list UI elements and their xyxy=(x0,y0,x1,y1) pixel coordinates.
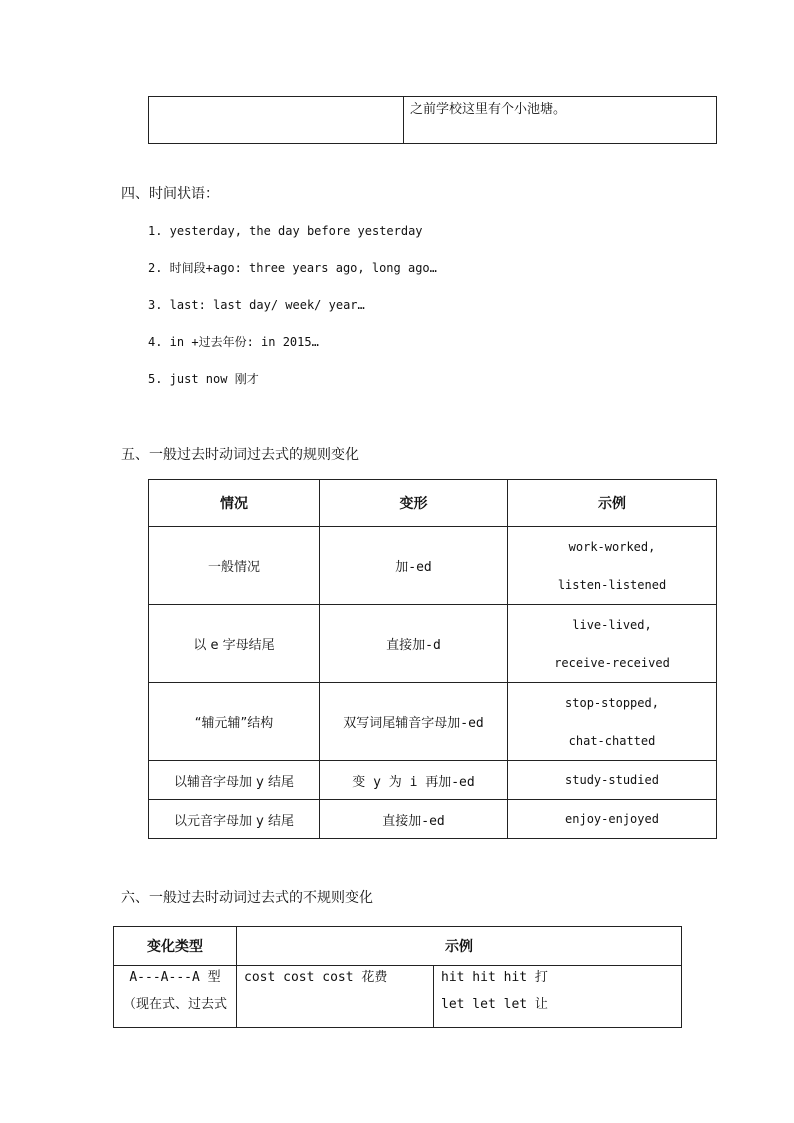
form-cell: 变 y 为 i 再加-ed xyxy=(320,761,508,800)
header-example: 示例 xyxy=(508,480,717,527)
example-line: stop-stopped, xyxy=(565,695,659,710)
table-header-row xyxy=(114,927,682,966)
table-row xyxy=(114,966,682,1028)
section-4-title: 四、时间状语： xyxy=(121,186,219,202)
case-cell: 以元音字母加 y 结尾 xyxy=(149,800,320,839)
top-table-right-text: 之前学校这里有个小池塘。 xyxy=(410,102,567,117)
time-adverbial-item-5: 5. just now 刚才 xyxy=(148,372,259,386)
example-line: study-studied xyxy=(565,773,659,787)
example-line: listen-listened xyxy=(557,577,667,592)
form-cell: 加-ed xyxy=(320,527,508,605)
table-header-row xyxy=(149,480,717,527)
example-line: chat-chatted xyxy=(568,733,656,748)
top-table-left-cell xyxy=(149,97,404,144)
table-row xyxy=(149,800,717,839)
top-table-right-cell xyxy=(404,97,717,144)
example-line: live-lived, xyxy=(572,617,652,632)
time-adverbial-item-3: 3. last: last day/ week/ year… xyxy=(148,298,365,312)
header-form: 变形 xyxy=(320,480,508,527)
change-type-line: A---A---A 型 xyxy=(129,970,221,985)
table-row xyxy=(149,761,717,800)
example-cell xyxy=(508,800,717,839)
example-cell xyxy=(237,966,434,1028)
top-table-fragment xyxy=(148,96,717,144)
header-change-type: 变化类型 xyxy=(114,927,237,966)
example-line: work-worked, xyxy=(568,539,656,554)
example-cell xyxy=(508,527,717,605)
change-type-cell xyxy=(114,966,237,1028)
table-row xyxy=(149,527,717,605)
example-cell xyxy=(508,761,717,800)
time-adverbial-item-1: 1. yesterday, the day before yesterday xyxy=(148,224,423,238)
example-cell xyxy=(508,683,717,761)
time-adverbial-item-2: 2. 时间段+ago: three years ago, long ago… xyxy=(148,261,437,275)
case-cell: “辅元辅”结构 xyxy=(149,683,320,761)
example-line: hit hit hit 打 xyxy=(441,970,548,985)
example-cell xyxy=(434,966,682,1028)
example-line: receive-received xyxy=(554,655,670,670)
form-cell: 直接加-ed xyxy=(320,800,508,839)
example-cell xyxy=(508,605,717,683)
example-line: let let let 让 xyxy=(441,997,548,1012)
table-row xyxy=(149,683,717,761)
change-type-line: （现在式、过去式 xyxy=(122,997,227,1012)
time-adverbial-item-4: 4. in +过去年份: in 2015… xyxy=(148,335,319,349)
form-cell: 双写词尾辅音字母加-ed xyxy=(320,683,508,761)
example-line: enjoy-enjoyed xyxy=(565,812,659,826)
case-cell: 一般情况 xyxy=(149,527,320,605)
header-example: 示例 xyxy=(237,927,682,966)
table-row xyxy=(149,605,717,683)
example-line: cost cost cost 花费 xyxy=(244,970,388,985)
case-cell: 以辅音字母加 y 结尾 xyxy=(149,761,320,800)
irregular-change-table xyxy=(113,926,682,1028)
regular-change-table xyxy=(148,479,717,839)
section-6-title: 六、一般过去时动词过去式的不规则变化 xyxy=(121,890,373,906)
form-cell: 直接加-d xyxy=(320,605,508,683)
section-5-title: 五、一般过去时动词过去式的规则变化 xyxy=(121,447,359,463)
case-cell: 以 e 字母结尾 xyxy=(149,605,320,683)
header-case: 情况 xyxy=(149,480,320,527)
